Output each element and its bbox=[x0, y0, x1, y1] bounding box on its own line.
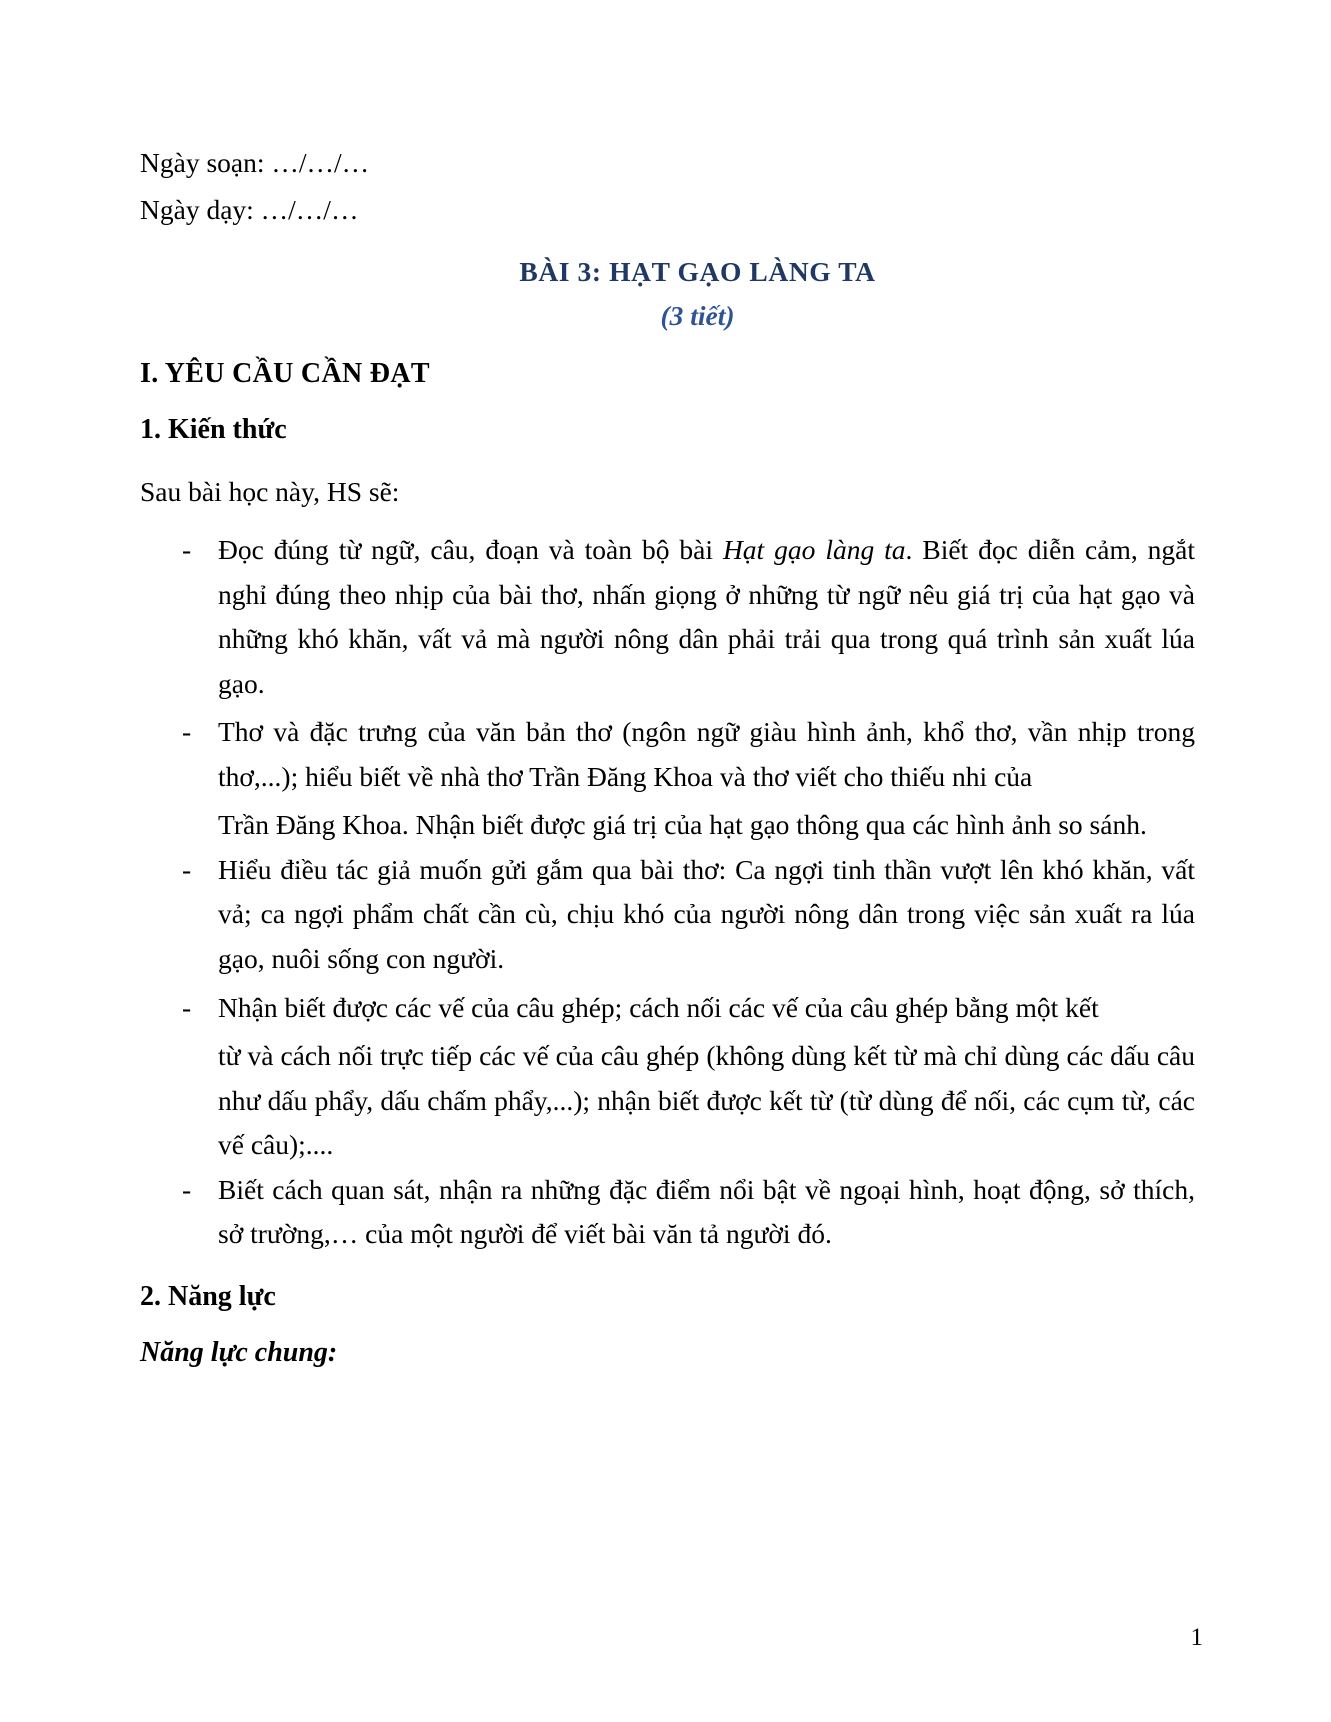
list-item-text: Nhận biết được các vế của câu ghép; cách nối các vế của câu ghép bằng một kết bbox=[218, 991, 1099, 1023]
book-title-italic: Hạt gạo làng ta bbox=[722, 534, 906, 566]
list-item-text: Thơ và đặc trưng của văn bản thơ (ngôn ngữ giàu hình ảnh, khổ thơ, vần nhịp trong thơ,...); hiểu biết về nhà thơ Trần Đăng Khoa và thơ viết cho thiếu nhi của bbox=[218, 716, 1195, 792]
list-item bbox=[140, 1168, 1195, 1257]
list-item bbox=[140, 710, 1195, 799]
subsection-heading-general-competence: Năng lực chung: bbox=[140, 1336, 338, 1368]
subsection-heading-competence: 2. Năng lực bbox=[140, 1280, 276, 1312]
date-prepared-line: Ngày soạn: …/…/… bbox=[140, 147, 370, 178]
subsection-heading-knowledge: 1. Kiến thức bbox=[140, 413, 287, 445]
page-subtitle: (3 tiết) bbox=[660, 299, 735, 331]
continuation-text: từ và cách nối trực tiếp các vế của câu ghép (không dùng kết từ mà chỉ dùng các dấu câu như dấu phẩy, dấu chấm phẩy,...); nhận biết được kết từ (từ dùng để nối, các cụm từ, các vế câu);.... bbox=[218, 1040, 1195, 1161]
bullet-dash-icon: - bbox=[182, 853, 192, 885]
list-item-text-part-a: Đọc đúng từ ngữ, câu, đoạn và toàn bộ bài bbox=[218, 534, 723, 566]
list-item-text: Biết cách quan sát, nhận ra những đặc điểm nổi bật về ngoại hình, hoạt động, sở thích, sở trường,… của một người để viết bài văn tả người đó. bbox=[218, 1173, 1195, 1250]
page-number: 1 bbox=[1190, 1624, 1203, 1651]
knowledge-bullet-list bbox=[140, 528, 1195, 1257]
list-item bbox=[140, 986, 1195, 1031]
list-item-text bbox=[218, 528, 1195, 706]
list-item-text: Hiểu điều tác giả muốn gửi gắm qua bài thơ: Ca ngợi tinh thần vượt lên khó khăn, vất vả; ca ngợi phẩm chất cần cù, chịu khó của người nông dân trong việc sản xuất ra lúa gạo, nuôi sống con người. bbox=[218, 853, 1195, 974]
lead-paragraph: Sau bài học này, HS sẽ: bbox=[140, 475, 400, 507]
page-title: BÀI 3: HẠT GẠO LÀNG TA bbox=[519, 255, 876, 287]
bullet-dash-icon: - bbox=[182, 991, 192, 1023]
list-item-text-part-b: . Biết đọc diễn cảm, ngắt nghỉ đúng theo nhịp của bài thơ, nhấn giọng ở những từ ngữ nêu giá trị của hạt gạo và những khó khăn, vất vả mà người nông dân phải trải qua trong quá trình sản xuất lúa gạo. bbox=[218, 534, 1196, 699]
bullet-dash-icon: - bbox=[182, 716, 192, 748]
list-item bbox=[140, 848, 1195, 982]
date-taught-line: Ngày dạy: …/…/… bbox=[140, 193, 359, 225]
bullet-dash-icon: - bbox=[182, 1173, 192, 1205]
bullet-dash-icon: - bbox=[182, 534, 192, 566]
continuation-text: Trần Đăng Khoa. Nhận biết được giá trị của hạt gạo thông qua các hình ảnh so sánh. bbox=[218, 809, 1147, 841]
section-heading-requirements: I. YÊU CẦU CẦN ĐẠT bbox=[140, 357, 430, 389]
list-item bbox=[140, 528, 1195, 706]
